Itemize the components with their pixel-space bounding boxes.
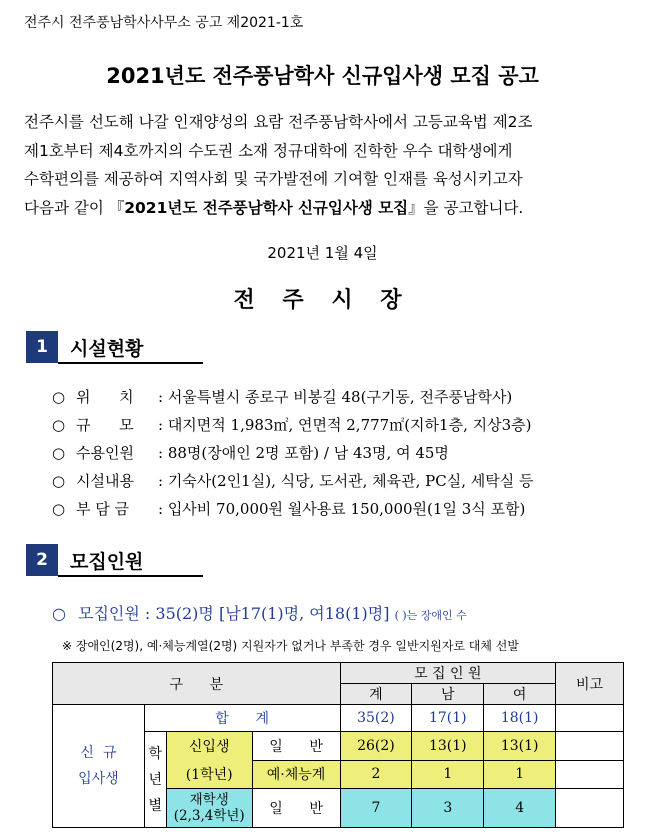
header-female: 여 [484, 684, 556, 705]
fresh-general-remark [556, 732, 624, 761]
section-2-heading [26, 544, 143, 576]
header-total: 계 [340, 684, 412, 705]
group-label-line-2: 입사생 [78, 771, 119, 787]
by-grade-char-2: 년 [148, 771, 163, 788]
facility-value: : 88명(장애인 2명 포함) / 남 43명, 여 45명 [158, 444, 449, 462]
section-1-heading [26, 331, 143, 363]
sum-total: 35(2) [340, 705, 412, 732]
intro-line-3: 수학편의를 제공하여 지역사회 및 국가발전에 기여할 인재를 육성시키고자 [24, 170, 523, 188]
recruit-summary-main: 모집인원 : 35(2)명 [남17(1)명, 여18(1)명] [78, 604, 390, 623]
fresh-general-female: 13(1) [484, 732, 556, 761]
returning-general-female: 4 [484, 789, 556, 828]
section-1-underline [58, 362, 203, 364]
intro-line-2: 제1호부터 제4호까지의 수도권 소재 정규대학에 진학한 우수 대학생에게 [24, 141, 513, 160]
returning-label-2: (2,3,4학년) [173, 808, 245, 824]
returning-general-total: 7 [340, 789, 412, 828]
freshman-label-1: 신입생 [166, 732, 252, 761]
recruit-summary [52, 601, 467, 624]
group-label-line-1: 신 규 [80, 745, 117, 761]
sum-male: 17(1) [412, 705, 484, 732]
fresh-general-type: 일 반 [252, 732, 340, 761]
facility-value: : 서울특별시 종로구 비봉길 48(구기동, 전주풍남학사) [158, 388, 513, 406]
fresh-arts-female: 1 [484, 760, 556, 789]
fresh-arts-total: 2 [340, 760, 412, 789]
fresh-arts-male: 1 [412, 760, 484, 789]
sum-remark [556, 705, 624, 732]
returning-label [166, 789, 252, 828]
bullet-circle: ○ [52, 444, 66, 462]
returning-general-male: 3 [412, 789, 484, 828]
intro-line-1: 전주시를 선도해 나갈 인재양성의 요람 전주풍남학사에서 고등교육법 제2조 [24, 113, 533, 131]
bullet-circle: ○ [52, 472, 66, 490]
by-grade-label [144, 732, 166, 828]
bullet-circle: ○ [52, 388, 66, 406]
facility-item-location [52, 386, 512, 407]
sum-label: 합 계 [144, 705, 340, 732]
fresh-arts-type: 예·체능계 [252, 760, 340, 789]
returning-general-remark [556, 789, 624, 828]
returning-general-type: 일 반 [252, 789, 340, 828]
facility-item-capacity [52, 442, 449, 463]
facility-value: : 입사비 70,000원 월사용료 150,000원(1일 3식 포함) [158, 500, 526, 518]
intro-line-4-pre: 다음과 같이 『 [24, 198, 125, 217]
recruit-summary-note: ( )는 장애인 수 [394, 609, 467, 622]
header-remark: 비고 [556, 663, 624, 705]
section-2-title: 모집인원 [70, 550, 144, 573]
facility-label: 부 담 금 [76, 500, 130, 518]
fresh-arts-remark [556, 760, 624, 789]
bullet-circle: ○ [52, 416, 66, 434]
intro-line-4-post: 』을 공고합니다. [408, 198, 524, 217]
recruitment-table [52, 662, 624, 828]
returning-label-1: 재학생 [189, 792, 229, 808]
facility-label: 시설내용 [76, 472, 134, 490]
bullet-circle: ○ [52, 604, 66, 623]
header-category: 구 분 [53, 663, 341, 705]
facility-label: 위 치 [76, 388, 134, 406]
intro-paragraph [24, 108, 624, 222]
by-grade-char-1: 학 [148, 745, 163, 762]
table-row-sum [53, 705, 624, 732]
facility-label: 수용인원 [76, 444, 134, 462]
section-2-number: 2 [26, 544, 58, 576]
facility-item-amenities [52, 470, 533, 491]
facility-value: : 기숙사(2인1실), 식당, 도서관, 체육관, PC실, 세탁실 등 [158, 472, 534, 490]
facility-item-scale [52, 414, 531, 435]
sum-female: 18(1) [484, 705, 556, 732]
facility-item-fees [52, 498, 525, 519]
by-grade-char-3: 별 [148, 797, 163, 814]
group-new-residents [53, 705, 145, 828]
section-1-number: 1 [26, 331, 58, 363]
header-male: 남 [412, 684, 484, 705]
fresh-general-male: 13(1) [412, 732, 484, 761]
fresh-general-total: 26(2) [340, 732, 412, 761]
freshman-label-2: (1학년) [166, 760, 252, 789]
substitution-note: ※ 장애인(2명), 예·체능계열(2명) 지원자가 없거나 부족한 경우 일반지원자로 대체 선발 [62, 639, 519, 653]
intro-line-4-bold: 2021년도 전주풍남학사 신규입사생 모집 [124, 198, 409, 217]
bullet-circle: ○ [52, 500, 66, 518]
issuer: 전 주 시 장 [233, 288, 412, 313]
page-title: 2021년도 전주풍남학사 신규입사생 모집 공고 [106, 64, 539, 88]
facility-value: : 대지면적 1,983㎡, 연면적 2,777㎡(지하1층, 지상3층) [158, 416, 532, 434]
notice-number: 전주시 전주풍남학사사무소 공고 제2021-1호 [24, 15, 304, 31]
facility-label: 규 모 [76, 416, 134, 434]
notice-date: 2021년 1월 4일 [267, 244, 378, 262]
header-recruit-count: 모 집 인 원 [340, 663, 556, 684]
section-2-underline [58, 575, 203, 577]
section-1-title: 시설현황 [70, 337, 144, 360]
intro-line-4 [24, 194, 624, 223]
